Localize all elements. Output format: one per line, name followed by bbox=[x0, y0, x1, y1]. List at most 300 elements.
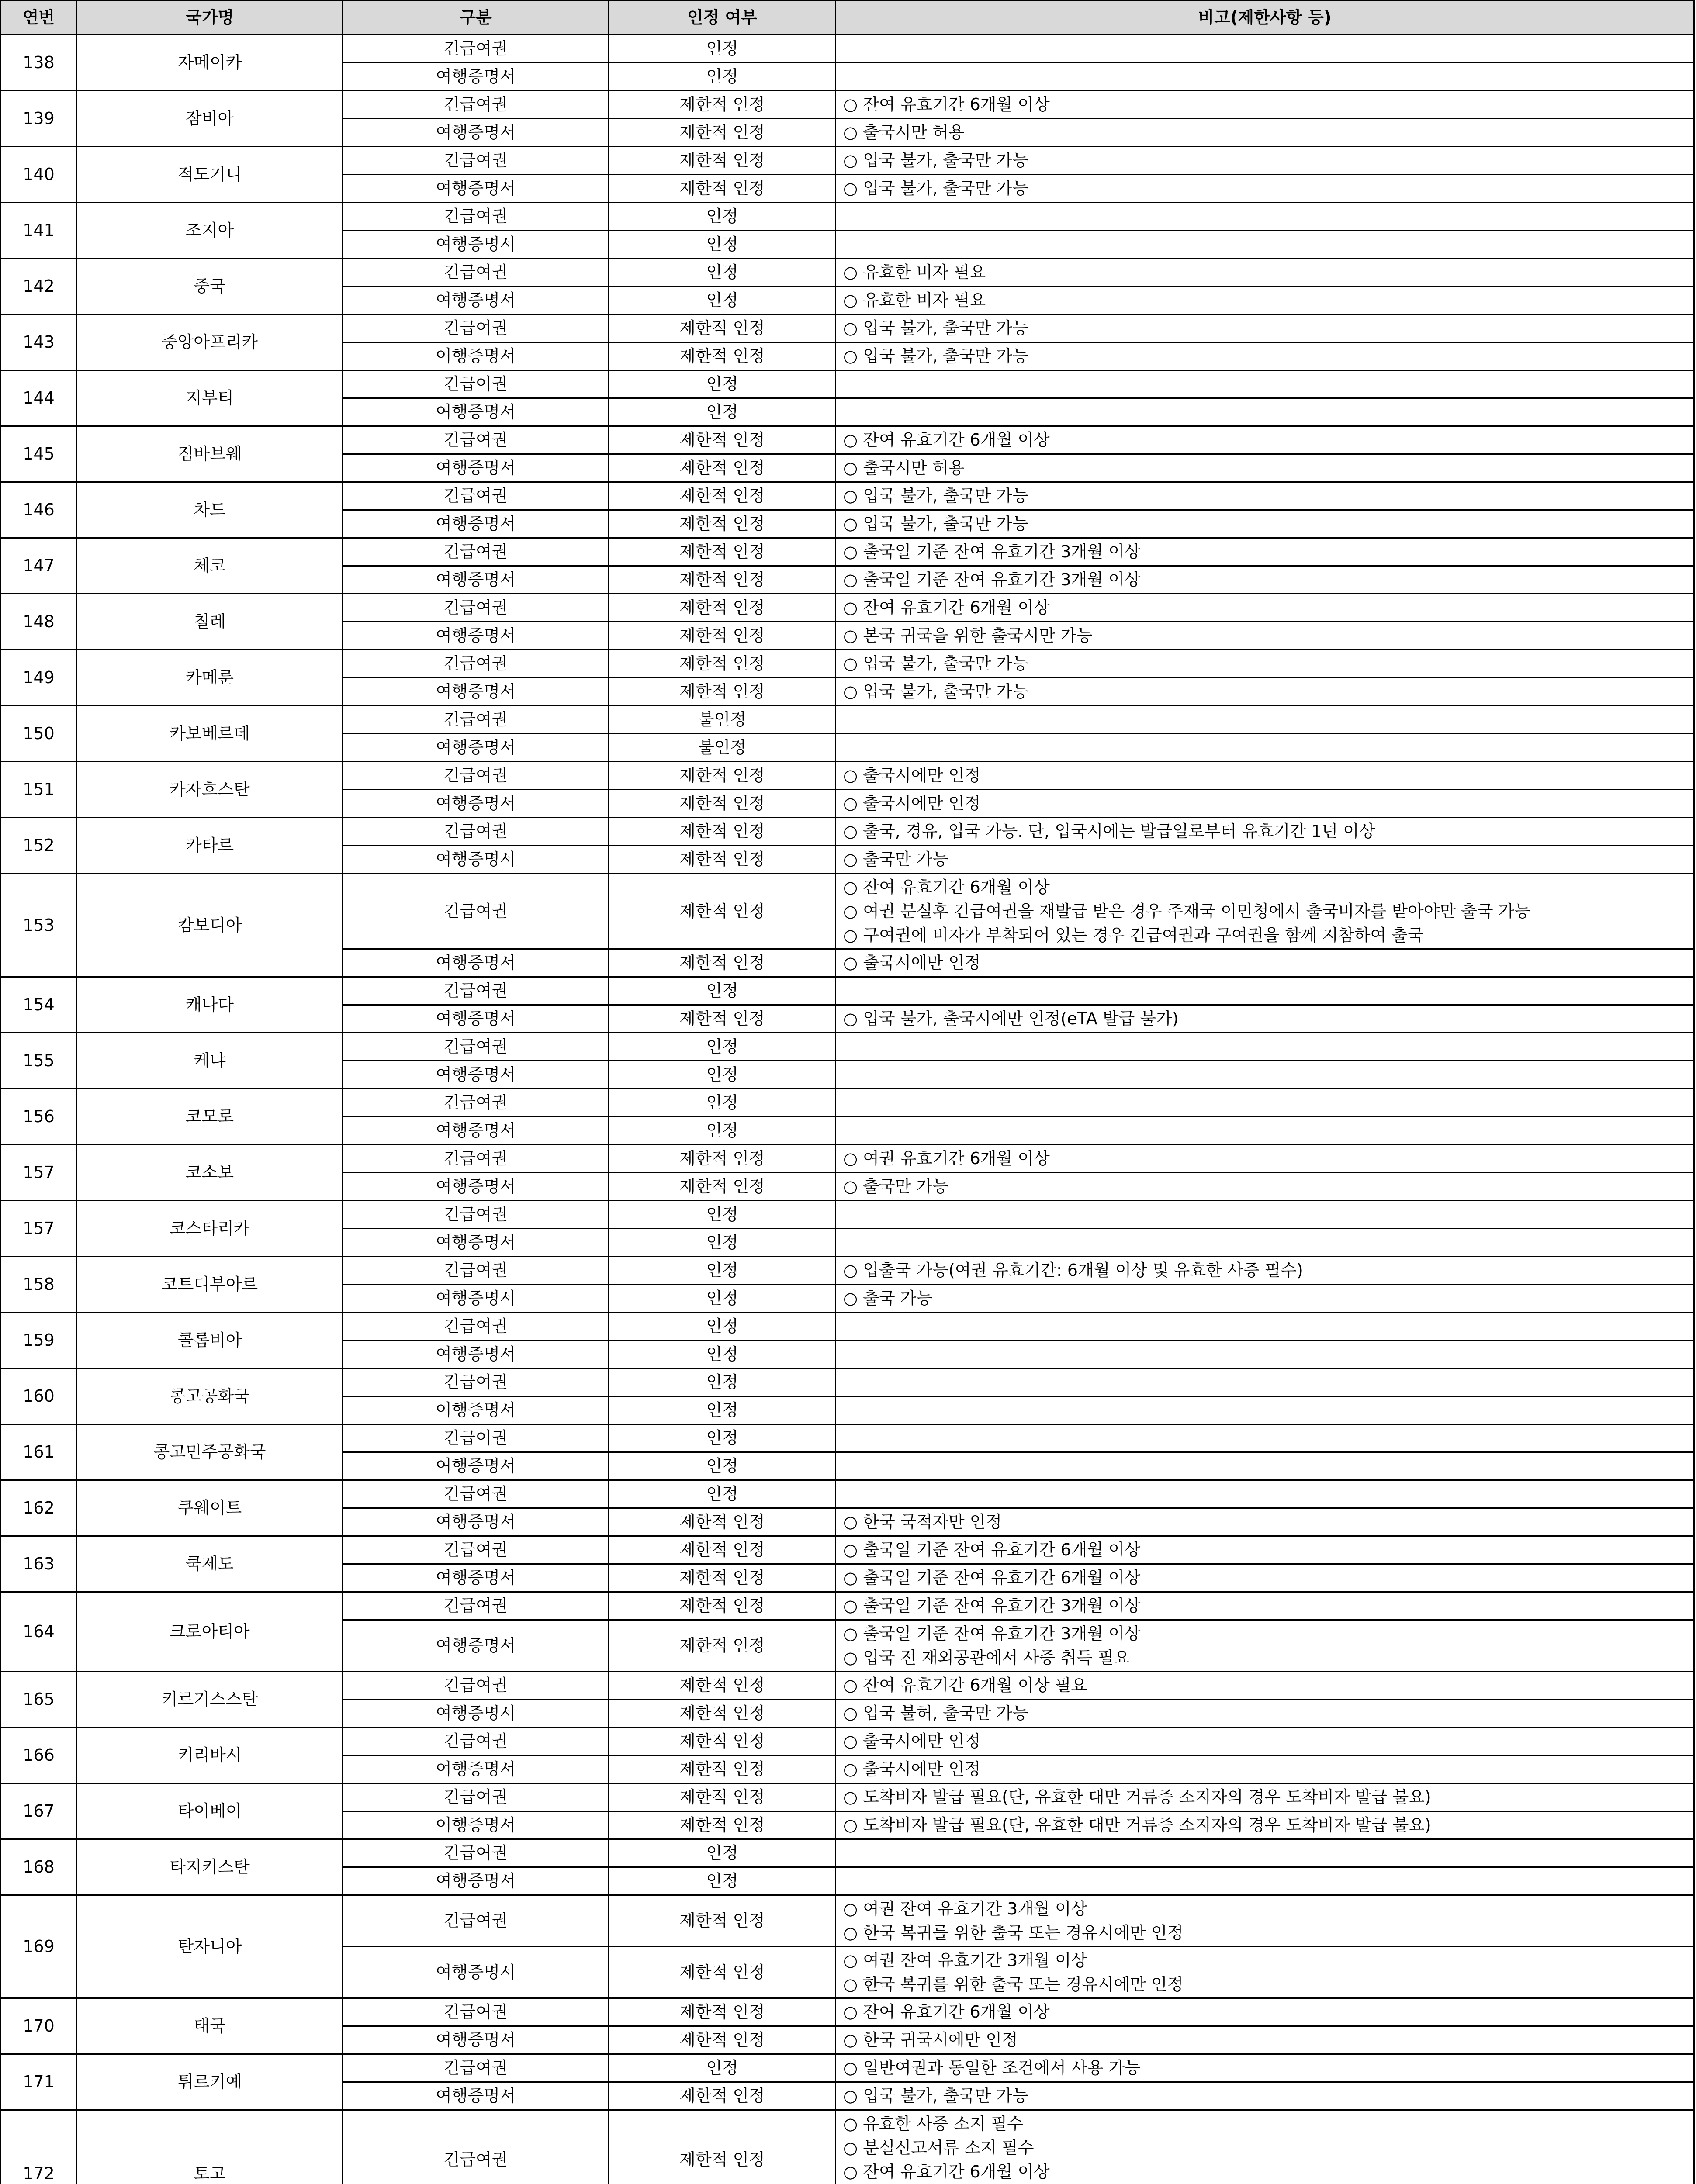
country-name: 짐바브웨 bbox=[77, 426, 343, 482]
recognition-status: 인정 bbox=[609, 1424, 836, 1452]
recognition-status: 인정 bbox=[609, 370, 836, 398]
recognition-status: 인정 bbox=[609, 1452, 836, 1480]
country-name: 쿠웨이트 bbox=[77, 1480, 343, 1536]
note-line: ○ 출국일 기준 잔여 유효기간 3개월 이상 bbox=[843, 540, 1693, 564]
note-line: ○ 분실신고서류 소지 필수 bbox=[843, 2136, 1693, 2160]
document-type: 긴급여권 bbox=[343, 1672, 609, 1700]
row-number: 161 bbox=[1, 1424, 77, 1480]
note-line: ○ 입국 불허, 출국만 가능 bbox=[843, 1701, 1693, 1725]
document-type: 긴급여권 bbox=[343, 706, 609, 734]
note-line: ○ 출국 가능 bbox=[843, 1286, 1693, 1310]
note-line: ○ 출국시에만 인정 bbox=[843, 1757, 1693, 1781]
recognition-status: 인정 bbox=[609, 1229, 836, 1257]
table-row bbox=[1, 762, 1694, 790]
recognition-status: 제한적 인정 bbox=[609, 1998, 836, 2026]
recognition-status: 제한적 인정 bbox=[609, 314, 836, 342]
note-line: ○ 일반여권과 동일한 조건에서 사용 가능 bbox=[843, 2056, 1693, 2080]
restriction-notes bbox=[836, 482, 1694, 510]
country-name: 키리바시 bbox=[77, 1728, 343, 1783]
table-row bbox=[1, 818, 1694, 846]
document-type: 긴급여권 bbox=[343, 1145, 609, 1173]
document-type: 긴급여권 bbox=[343, 1592, 609, 1620]
restriction-notes bbox=[836, 287, 1694, 314]
note-line: ○ 입국 불가, 출국만 가능 bbox=[843, 344, 1693, 368]
recognition-status: 인정 bbox=[609, 259, 836, 287]
restriction-notes bbox=[836, 818, 1694, 846]
country-name: 중앙아프리카 bbox=[77, 314, 343, 370]
document-type: 여행증명서 bbox=[343, 342, 609, 370]
note-line: ○ 여권 유효기간 6개월 이상 bbox=[843, 1147, 1693, 1171]
restriction-notes bbox=[836, 1620, 1694, 1672]
note-line: ○ 입국 불가, 출국만 가능 bbox=[843, 512, 1693, 536]
document-type: 긴급여권 bbox=[343, 1201, 609, 1229]
note-line: ○ 출국시에만 인정 bbox=[843, 951, 1693, 975]
recognition-status: 제한적 인정 bbox=[609, 119, 836, 147]
country-name: 카메룬 bbox=[77, 650, 343, 706]
restriction-notes bbox=[836, 1368, 1694, 1396]
row-number: 143 bbox=[1, 314, 77, 370]
document-type: 긴급여권 bbox=[343, 1424, 609, 1452]
recognition-status: 제한적 인정 bbox=[609, 1005, 836, 1033]
country-name: 튀르키예 bbox=[77, 2054, 343, 2110]
restriction-notes bbox=[836, 314, 1694, 342]
table-row bbox=[1, 1424, 1694, 1452]
document-type: 긴급여권 bbox=[343, 650, 609, 678]
recognition-status: 제한적 인정 bbox=[609, 678, 836, 706]
table-row bbox=[1, 259, 1694, 287]
note-line: ○ 입국 불가, 출국만 가능 bbox=[843, 680, 1693, 704]
document-type: 여행증명서 bbox=[343, 398, 609, 426]
document-type: 여행증명서 bbox=[343, 287, 609, 314]
restriction-notes bbox=[836, 1341, 1694, 1368]
table-row bbox=[1, 1672, 1694, 1700]
row-number: 145 bbox=[1, 426, 77, 482]
document-type: 긴급여권 bbox=[343, 1839, 609, 1867]
document-type: 긴급여권 bbox=[343, 1313, 609, 1341]
document-type: 긴급여권 bbox=[343, 1257, 609, 1285]
document-type: 여행증명서 bbox=[343, 1285, 609, 1313]
document-type: 여행증명서 bbox=[343, 175, 609, 203]
document-type: 여행증명서 bbox=[343, 1811, 609, 1839]
country-name: 캐나다 bbox=[77, 977, 343, 1033]
table-row bbox=[1, 650, 1694, 678]
note-line: ○ 출국시만 허용 bbox=[843, 121, 1693, 145]
recognition-status: 인정 bbox=[609, 63, 836, 91]
note-line: ○ 출국만 가능 bbox=[843, 847, 1693, 871]
recognition-status: 인정 bbox=[609, 1033, 836, 1061]
document-type: 긴급여권 bbox=[343, 259, 609, 287]
table-row bbox=[1, 874, 1694, 949]
country-name: 지부티 bbox=[77, 370, 343, 426]
note-line: ○ 한국 복귀를 위한 출국 또는 경유시에만 인정 bbox=[843, 1921, 1693, 1945]
recognition-status: 인정 bbox=[609, 35, 836, 63]
note-line: ○ 여권 잔여 유효기간 3개월 이상 bbox=[843, 1897, 1693, 1921]
restriction-notes bbox=[836, 622, 1694, 650]
table-row bbox=[1, 314, 1694, 342]
recognition-status: 제한적 인정 bbox=[609, 949, 836, 977]
restriction-notes bbox=[836, 342, 1694, 370]
recognition-status: 제한적 인정 bbox=[609, 846, 836, 874]
note-line: ○ 잔여 유효기간 6개월 이상 bbox=[843, 93, 1693, 117]
table-row bbox=[1, 203, 1694, 231]
table-row bbox=[1, 1201, 1694, 1229]
restriction-notes bbox=[836, 454, 1694, 482]
country-name: 카보베르데 bbox=[77, 706, 343, 762]
note-line: ○ 출국시에만 인정 bbox=[843, 791, 1693, 816]
note-line: ○ 입출국 가능(여권 유효기간: 6개월 이상 및 유효한 사증 필수) bbox=[843, 1258, 1693, 1282]
recognition-status: 제한적 인정 bbox=[609, 790, 836, 818]
country-name: 타이베이 bbox=[77, 1783, 343, 1839]
note-line: ○ 여권 잔여 유효기간 3개월 이상 bbox=[843, 1949, 1693, 1973]
restriction-notes bbox=[836, 1424, 1694, 1452]
document-type: 여행증명서 bbox=[343, 63, 609, 91]
restriction-notes bbox=[836, 2110, 1694, 2184]
restriction-notes bbox=[836, 1508, 1694, 1536]
note-line: ○ 출국일 기준 잔여 유효기간 3개월 이상 bbox=[843, 568, 1693, 592]
note-line: ○ 본국 귀국을 위한 출국시만 가능 bbox=[843, 624, 1693, 648]
country-name: 콩고공화국 bbox=[77, 1368, 343, 1424]
recognition-status: 제한적 인정 bbox=[609, 1536, 836, 1564]
document-type: 여행증명서 bbox=[343, 1620, 609, 1672]
document-type: 여행증명서 bbox=[343, 1341, 609, 1368]
document-type: 여행증명서 bbox=[343, 1061, 609, 1089]
restriction-notes bbox=[836, 977, 1694, 1005]
recognition-status: 불인정 bbox=[609, 706, 836, 734]
restriction-notes bbox=[836, 35, 1694, 63]
row-number: 142 bbox=[1, 259, 77, 314]
document-type: 여행증명서 bbox=[343, 510, 609, 538]
restriction-notes bbox=[836, 1867, 1694, 1895]
document-type: 여행증명서 bbox=[343, 566, 609, 594]
document-type: 긴급여권 bbox=[343, 147, 609, 175]
note-line: ○ 잔여 유효기간 6개월 이상 bbox=[843, 2000, 1693, 2024]
restriction-notes bbox=[836, 1173, 1694, 1201]
row-number: 162 bbox=[1, 1480, 77, 1536]
table-row bbox=[1, 1313, 1694, 1341]
row-number: 170 bbox=[1, 1998, 77, 2054]
header-notes: 비고(제한사항 등) bbox=[836, 1, 1694, 35]
recognition-status: 제한적 인정 bbox=[609, 762, 836, 790]
table-row bbox=[1, 1839, 1694, 1867]
table-row bbox=[1, 1895, 1694, 1947]
country-name: 토고 bbox=[77, 2110, 343, 2184]
table-row bbox=[1, 1783, 1694, 1811]
document-type: 긴급여권 bbox=[343, 1728, 609, 1755]
restriction-notes bbox=[836, 874, 1694, 949]
note-line: ○ 잔여 유효기간 6개월 이상 bbox=[843, 875, 1693, 899]
document-type: 여행증명서 bbox=[343, 1117, 609, 1145]
document-type: 긴급여권 bbox=[343, 538, 609, 566]
note-line: ○ 입국 전 재외공관에서 사증 취득 필요 bbox=[843, 1646, 1693, 1670]
document-type: 긴급여권 bbox=[343, 1368, 609, 1396]
recognition-status: 인정 bbox=[609, 1480, 836, 1508]
document-type: 여행증명서 bbox=[343, 949, 609, 977]
row-number: 154 bbox=[1, 977, 77, 1033]
row-number: 152 bbox=[1, 818, 77, 874]
note-line: ○ 한국 복귀를 위한 출국 또는 경유시에만 인정 bbox=[843, 1973, 1693, 1997]
recognition-status: 제한적 인정 bbox=[609, 1592, 836, 1620]
table-row bbox=[1, 1998, 1694, 2026]
row-number: 156 bbox=[1, 1089, 77, 1145]
header-type: 구분 bbox=[343, 1, 609, 35]
document-type: 여행증명서 bbox=[343, 846, 609, 874]
note-line: ○ 출국만 가능 bbox=[843, 1175, 1693, 1199]
document-type: 긴급여권 bbox=[343, 1033, 609, 1061]
note-line: ○ 잔여 유효기간 6개월 이상 bbox=[843, 428, 1693, 452]
document-type: 여행증명서 bbox=[343, 1396, 609, 1424]
restriction-notes bbox=[836, 1839, 1694, 1867]
restriction-notes bbox=[836, 1811, 1694, 1839]
recognition-status: 제한적 인정 bbox=[609, 1755, 836, 1783]
note-line: ○ 한국 귀국시에만 인정 bbox=[843, 2028, 1693, 2052]
country-name: 캄보디아 bbox=[77, 874, 343, 977]
restriction-notes bbox=[836, 790, 1694, 818]
document-type: 긴급여권 bbox=[343, 370, 609, 398]
recognition-status: 제한적 인정 bbox=[609, 566, 836, 594]
country-name: 콜롬비아 bbox=[77, 1313, 343, 1368]
header-no: 연번 bbox=[1, 1, 77, 35]
restriction-notes bbox=[836, 1672, 1694, 1700]
recognition-status: 제한적 인정 bbox=[609, 426, 836, 454]
restriction-notes bbox=[836, 147, 1694, 175]
country-name: 카타르 bbox=[77, 818, 343, 874]
country-name: 콩고민주공화국 bbox=[77, 1424, 343, 1480]
recognition-status: 제한적 인정 bbox=[609, 2082, 836, 2110]
document-type: 긴급여권 bbox=[343, 91, 609, 119]
document-type: 여행증명서 bbox=[343, 454, 609, 482]
country-name: 탄자니아 bbox=[77, 1895, 343, 1998]
document-type: 여행증명서 bbox=[343, 790, 609, 818]
row-number: 166 bbox=[1, 1728, 77, 1783]
document-type: 여행증명서 bbox=[343, 1229, 609, 1257]
row-number: 149 bbox=[1, 650, 77, 706]
recognition-status: 인정 bbox=[609, 1396, 836, 1424]
recognition-status: 제한적 인정 bbox=[609, 2026, 836, 2054]
recognition-status: 제한적 인정 bbox=[609, 1728, 836, 1755]
row-number: 138 bbox=[1, 35, 77, 91]
recognition-status: 인정 bbox=[609, 1061, 836, 1089]
note-line: ○ 입국 불가, 출국만 가능 bbox=[843, 316, 1693, 340]
note-line: ○ 출국시에만 인정 bbox=[843, 764, 1693, 788]
restriction-notes bbox=[836, 1313, 1694, 1341]
note-line: ○ 구여권에 비자가 부착되어 있는 경우 긴급여권과 구여권을 함께 지참하여 출국 bbox=[843, 923, 1693, 947]
note-line: ○ 입국 불가, 출국만 가능 bbox=[843, 176, 1693, 200]
country-name: 잠비아 bbox=[77, 91, 343, 147]
note-line: ○ 유효한 비자 필요 bbox=[843, 260, 1693, 284]
recognition-status: 제한적 인정 bbox=[609, 1947, 836, 1998]
document-type: 여행증명서 bbox=[343, 1564, 609, 1592]
restriction-notes bbox=[836, 1755, 1694, 1783]
recognition-status: 인정 bbox=[609, 231, 836, 259]
recognition-status: 인정 bbox=[609, 1313, 836, 1341]
table-row bbox=[1, 1536, 1694, 1564]
note-line: ○ 유효한 사증 소지 필수 bbox=[843, 2112, 1693, 2136]
country-name: 체코 bbox=[77, 538, 343, 594]
note-line: ○ 한국 국적자만 인정 bbox=[843, 1510, 1693, 1534]
recognition-status: 인정 bbox=[609, 1368, 836, 1396]
note-line: ○ 출국, 경유, 입국 가능. 단, 입국시에는 발급일로부터 유효기간 1년 이상 bbox=[843, 819, 1693, 843]
recognition-status: 제한적 인정 bbox=[609, 1620, 836, 1672]
document-type: 긴급여권 bbox=[343, 482, 609, 510]
restriction-notes bbox=[836, 762, 1694, 790]
recognition-status: 인정 bbox=[609, 1257, 836, 1285]
recognition-status: 인정 bbox=[609, 1285, 836, 1313]
country-name: 차드 bbox=[77, 482, 343, 538]
note-line: ○ 입국 불가, 출국만 가능 bbox=[843, 2084, 1693, 2108]
restriction-notes bbox=[836, 678, 1694, 706]
restriction-notes bbox=[836, 650, 1694, 678]
recognition-status: 제한적 인정 bbox=[609, 342, 836, 370]
table-row bbox=[1, 1592, 1694, 1620]
restriction-notes bbox=[836, 1895, 1694, 1947]
recognition-status: 인정 bbox=[609, 1839, 836, 1867]
row-number: 144 bbox=[1, 370, 77, 426]
table-row bbox=[1, 1480, 1694, 1508]
document-type: 여행증명서 bbox=[343, 1005, 609, 1033]
row-number: 141 bbox=[1, 203, 77, 259]
restriction-notes bbox=[836, 594, 1694, 622]
document-type: 긴급여권 bbox=[343, 762, 609, 790]
document-type: 여행증명서 bbox=[343, 1700, 609, 1728]
table-row bbox=[1, 1257, 1694, 1285]
recognition-status: 제한적 인정 bbox=[609, 1564, 836, 1592]
recognition-status: 인정 bbox=[609, 2054, 836, 2082]
country-name: 칠레 bbox=[77, 594, 343, 650]
header-row bbox=[1, 1, 1694, 35]
restriction-notes bbox=[836, 1061, 1694, 1089]
recognition-status: 제한적 인정 bbox=[609, 1508, 836, 1536]
note-line: ○ 출국일 기준 잔여 유효기간 6개월 이상 bbox=[843, 1566, 1693, 1590]
restriction-notes bbox=[836, 259, 1694, 287]
note-line: ○ 입국 불가, 출국만 가능 bbox=[843, 149, 1693, 173]
table-row bbox=[1, 482, 1694, 510]
document-type: 긴급여권 bbox=[343, 1536, 609, 1564]
document-type: 긴급여권 bbox=[343, 874, 609, 949]
document-type: 긴급여권 bbox=[343, 594, 609, 622]
document-type: 긴급여권 bbox=[343, 426, 609, 454]
document-type: 여행증명서 bbox=[343, 2026, 609, 2054]
row-number: 146 bbox=[1, 482, 77, 538]
document-type: 긴급여권 bbox=[343, 1895, 609, 1947]
document-type: 여행증명서 bbox=[343, 119, 609, 147]
table-row bbox=[1, 706, 1694, 734]
row-number: 148 bbox=[1, 594, 77, 650]
restriction-notes bbox=[836, 1257, 1694, 1285]
country-name: 크로아티아 bbox=[77, 1592, 343, 1672]
restriction-notes bbox=[836, 1947, 1694, 1998]
document-type: 여행증명서 bbox=[343, 734, 609, 762]
note-line: ○ 잔여 유효기간 6개월 이상 bbox=[843, 2160, 1693, 2184]
recognition-status: 제한적 인정 bbox=[609, 1700, 836, 1728]
header-status: 인정 여부 bbox=[609, 1, 836, 35]
table-row bbox=[1, 1145, 1694, 1173]
row-number: 150 bbox=[1, 706, 77, 762]
document-type: 여행증명서 bbox=[343, 1508, 609, 1536]
country-name: 코모로 bbox=[77, 1089, 343, 1145]
restriction-notes bbox=[836, 398, 1694, 426]
recognition-status: 인정 bbox=[609, 398, 836, 426]
country-name: 중국 bbox=[77, 259, 343, 314]
row-number: 140 bbox=[1, 147, 77, 203]
table-row bbox=[1, 426, 1694, 454]
table-row bbox=[1, 977, 1694, 1005]
table-row bbox=[1, 370, 1694, 398]
recognition-status: 인정 bbox=[609, 1867, 836, 1895]
table-row bbox=[1, 1089, 1694, 1117]
note-line: ○ 여권 분실후 긴급여권을 재발급 받은 경우 주재국 이민청에서 출국비자를 받아야만 출국 가능 bbox=[843, 899, 1693, 923]
document-type: 여행증명서 bbox=[343, 1173, 609, 1201]
row-number: 168 bbox=[1, 1839, 77, 1895]
restriction-notes bbox=[836, 510, 1694, 538]
document-type: 긴급여권 bbox=[343, 203, 609, 231]
restriction-notes bbox=[836, 119, 1694, 147]
restriction-notes bbox=[836, 370, 1694, 398]
restriction-notes bbox=[836, 1285, 1694, 1313]
document-type: 긴급여권 bbox=[343, 2110, 609, 2184]
country-name: 태국 bbox=[77, 1998, 343, 2054]
restriction-notes bbox=[836, 1452, 1694, 1480]
restriction-notes bbox=[836, 1201, 1694, 1229]
recognition-status: 제한적 인정 bbox=[609, 650, 836, 678]
recognition-status: 제한적 인정 bbox=[609, 454, 836, 482]
document-type: 여행증명서 bbox=[343, 1755, 609, 1783]
restriction-notes bbox=[836, 1728, 1694, 1755]
restriction-notes bbox=[836, 2082, 1694, 2110]
restriction-notes bbox=[836, 1536, 1694, 1564]
row-number: 157 bbox=[1, 1201, 77, 1257]
recognition-status: 제한적 인정 bbox=[609, 175, 836, 203]
note-line: ○ 잔여 유효기간 6개월 이상 bbox=[843, 596, 1693, 620]
row-number: 139 bbox=[1, 91, 77, 147]
row-number: 165 bbox=[1, 1672, 77, 1728]
country-name: 코소보 bbox=[77, 1145, 343, 1201]
document-type: 긴급여권 bbox=[343, 314, 609, 342]
recognition-status: 제한적 인정 bbox=[609, 1672, 836, 1700]
table-row bbox=[1, 147, 1694, 175]
row-number: 160 bbox=[1, 1368, 77, 1424]
document-type: 긴급여권 bbox=[343, 977, 609, 1005]
country-name: 자메이카 bbox=[77, 35, 343, 91]
restriction-notes bbox=[836, 1564, 1694, 1592]
recognition-status: 제한적 인정 bbox=[609, 510, 836, 538]
note-line: ○ 유효한 비자 필요 bbox=[843, 288, 1693, 312]
recognition-status: 불인정 bbox=[609, 734, 836, 762]
recognition-status: 제한적 인정 bbox=[609, 147, 836, 175]
recognition-status: 인정 bbox=[609, 1089, 836, 1117]
table-body bbox=[1, 35, 1694, 2184]
document-type: 긴급여권 bbox=[343, 35, 609, 63]
recognition-status: 제한적 인정 bbox=[609, 1811, 836, 1839]
recognition-status: 인정 bbox=[609, 203, 836, 231]
document-type: 긴급여권 bbox=[343, 818, 609, 846]
recognition-status: 제한적 인정 bbox=[609, 622, 836, 650]
document-type: 여행증명서 bbox=[343, 1867, 609, 1895]
table-row bbox=[1, 91, 1694, 119]
restriction-notes bbox=[836, 1089, 1694, 1117]
country-name: 카자흐스탄 bbox=[77, 762, 343, 818]
row-number: 167 bbox=[1, 1783, 77, 1839]
restriction-notes bbox=[836, 734, 1694, 762]
restriction-notes bbox=[836, 1229, 1694, 1257]
document-type: 여행증명서 bbox=[343, 678, 609, 706]
note-line: ○ 출국시만 허용 bbox=[843, 456, 1693, 480]
document-type: 긴급여권 bbox=[343, 1998, 609, 2026]
recognition-status: 제한적 인정 bbox=[609, 1173, 836, 1201]
restriction-notes bbox=[836, 203, 1694, 231]
country-name: 코트디부아르 bbox=[77, 1257, 343, 1313]
recognition-status: 인정 bbox=[609, 1201, 836, 1229]
note-line: ○ 입국 불가, 출국만 가능 bbox=[843, 484, 1693, 508]
